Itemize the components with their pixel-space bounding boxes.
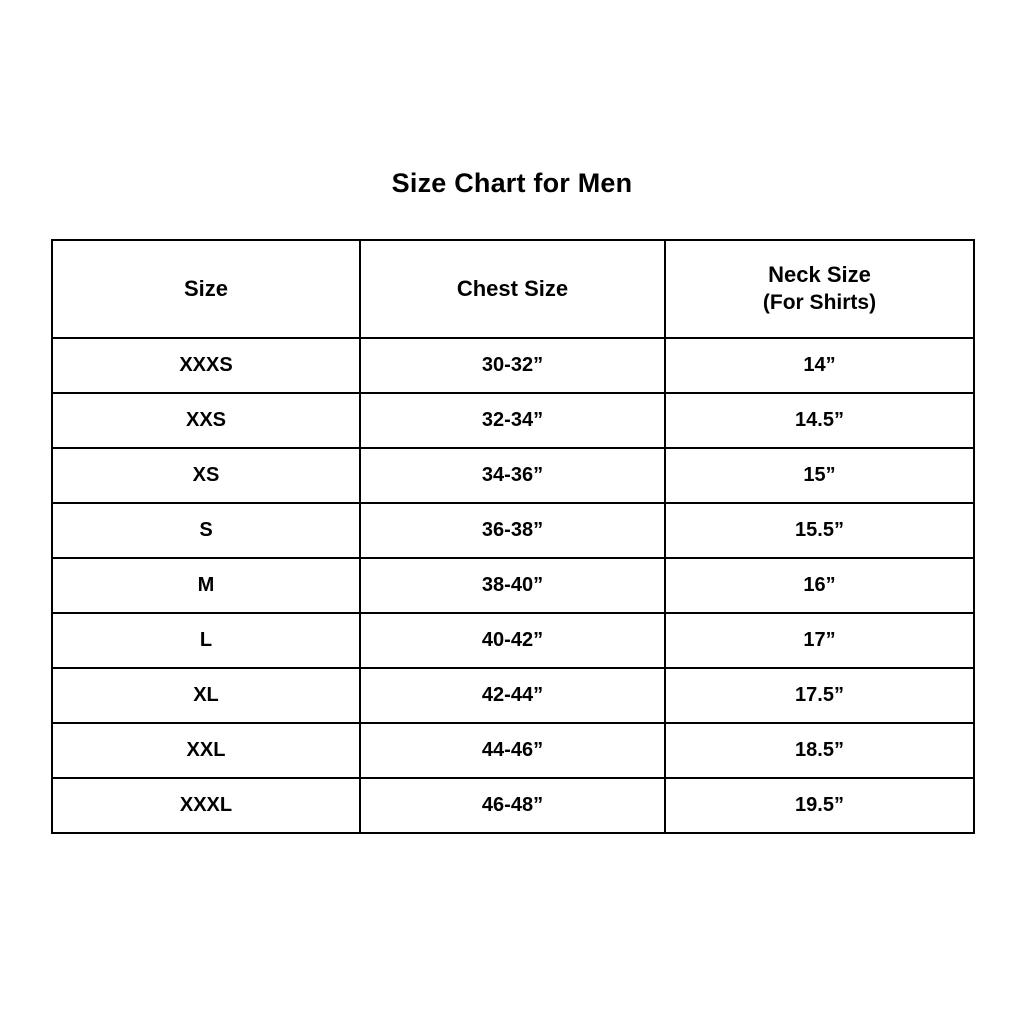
table-row <box>52 503 974 558</box>
cell-size: L <box>52 613 360 668</box>
cell-chest-size: 38-40” <box>360 558 665 613</box>
table-body <box>52 338 974 833</box>
size-chart-table <box>51 239 975 834</box>
cell-chest-size: 36-38” <box>360 503 665 558</box>
cell-chest-size: 30-32” <box>360 338 665 393</box>
cell-chest-size: 46-48” <box>360 778 665 833</box>
cell-chest-size: 40-42” <box>360 613 665 668</box>
cell-chest-size: 34-36” <box>360 448 665 503</box>
column-header-size <box>52 240 360 338</box>
cell-size: S <box>52 503 360 558</box>
cell-neck-size: 19.5” <box>665 778 974 833</box>
table-row <box>52 613 974 668</box>
cell-size: XXL <box>52 723 360 778</box>
table-row <box>52 668 974 723</box>
cell-neck-size: 18.5” <box>665 723 974 778</box>
page-title: Size Chart for Men <box>391 168 633 198</box>
cell-size: M <box>52 558 360 613</box>
cell-neck-size: 17” <box>665 613 974 668</box>
cell-neck-size: 15” <box>665 448 974 503</box>
cell-neck-size: 14” <box>665 338 974 393</box>
column-header-neck-size-label: Neck Size <box>768 262 871 288</box>
cell-neck-size: 14.5” <box>665 393 974 448</box>
cell-neck-size: 16” <box>665 558 974 613</box>
cell-chest-size: 44-46” <box>360 723 665 778</box>
table-row <box>52 558 974 613</box>
column-header-chest-size <box>360 240 665 338</box>
column-header-neck-size <box>665 240 974 338</box>
column-header-size-label: Size <box>183 275 229 301</box>
cell-chest-size: 32-34” <box>360 393 665 448</box>
cell-neck-size: 15.5” <box>665 503 974 558</box>
cell-neck-size: 17.5” <box>665 668 974 723</box>
column-header-neck-size-sublabel: (For Shirts) <box>762 290 877 314</box>
column-header-chest-size-label: Chest Size <box>456 275 569 301</box>
table-row <box>52 778 974 833</box>
cell-size: XXXL <box>52 778 360 833</box>
table-header <box>52 240 974 338</box>
cell-size: XXXS <box>52 338 360 393</box>
table-row <box>52 338 974 393</box>
table-row <box>52 448 974 503</box>
cell-size: XS <box>52 448 360 503</box>
table-row <box>52 393 974 448</box>
table-header-row <box>52 240 974 338</box>
cell-size: XXS <box>52 393 360 448</box>
cell-size: XL <box>52 668 360 723</box>
cell-chest-size: 42-44” <box>360 668 665 723</box>
table-row <box>52 723 974 778</box>
